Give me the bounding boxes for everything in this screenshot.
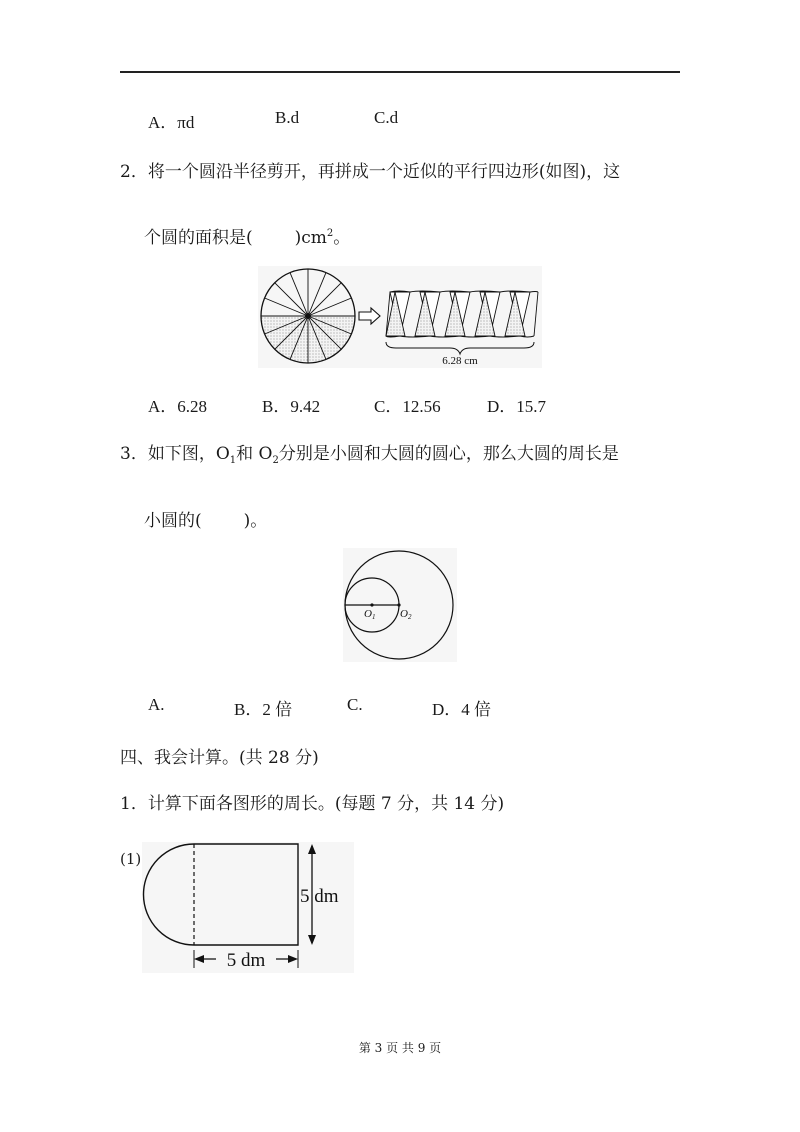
q3-line2-pre: 小圆的( [144, 511, 202, 531]
q1-option-b: B.d [275, 108, 300, 127]
sub-question-1-label: (1) [120, 850, 142, 868]
label-o2-sub: 2 [407, 613, 412, 621]
q3-sub-2: 2 [272, 455, 279, 466]
q3-line2-post: )。 [243, 511, 268, 531]
q3-figure [343, 548, 457, 662]
label-o2-letter: O [400, 608, 408, 620]
q2-number: 2． [120, 162, 148, 182]
q2-question-line1 [120, 161, 620, 183]
q3-text-part3: 分别是小圆和大圆的圆心，那么大圆的周长是 [278, 444, 619, 464]
q3-question-line1 [120, 443, 619, 468]
q2-line2-post: )cm [294, 228, 327, 248]
vertical-dimension-label: 5 dm [300, 886, 339, 907]
q1-option-a: A．πd [148, 113, 195, 132]
section4-title: 四、我会计算。(共 28 分) [120, 748, 319, 768]
q2-figure [258, 266, 542, 368]
q2-text-line1: 将一个圆沿半径剪开，再拼成一个近似的平行四边形(如图)，这 [147, 162, 621, 182]
label-o1-letter: O [364, 608, 372, 620]
q2-line2-pre: 个圆的面积是( [144, 228, 253, 248]
sectored-circle [261, 269, 355, 363]
q1-option-c: C.d [374, 108, 399, 127]
q2-option-d: D．15.7 [487, 397, 547, 416]
q3-option-c: C. [347, 695, 363, 714]
label-o1-sub: 1 [371, 613, 376, 621]
q3-text-part1: 如下图，O [147, 444, 230, 464]
q2-option-a: A．6.28 [148, 397, 208, 416]
q3-sub-1: 1 [229, 455, 237, 466]
q2-option-b: B．9.42 [262, 397, 321, 416]
q2-figure-length-label: 6.28 cm [442, 355, 478, 367]
q2-option-c: C．12.56 [374, 397, 441, 416]
perimeter-figure [142, 842, 354, 973]
q3-question-line2 [144, 510, 267, 532]
header-rule [120, 71, 680, 73]
q3-option-d: D．4 倍 [432, 700, 492, 719]
center-o1-dot [370, 603, 373, 606]
section4-q1-instruction: 1．计算下面各图形的周长。(每题 7 分，共 14 分) [120, 794, 505, 814]
page-footer: 第 3 页 共 9 页 [358, 1041, 442, 1055]
q3-option-a: A. [148, 695, 165, 714]
q3-number: 3． [120, 444, 148, 464]
q3-option-b: B．2 倍 [234, 700, 293, 719]
q2-question-line2 [144, 227, 350, 252]
center-o2-dot [397, 603, 400, 606]
q2-unit-superscript: 2 [326, 228, 334, 239]
q3-text-part2: 和 O [236, 444, 273, 464]
horizontal-dimension-label: 5 dm [226, 950, 266, 971]
q2-line2-end: 。 [333, 228, 351, 248]
